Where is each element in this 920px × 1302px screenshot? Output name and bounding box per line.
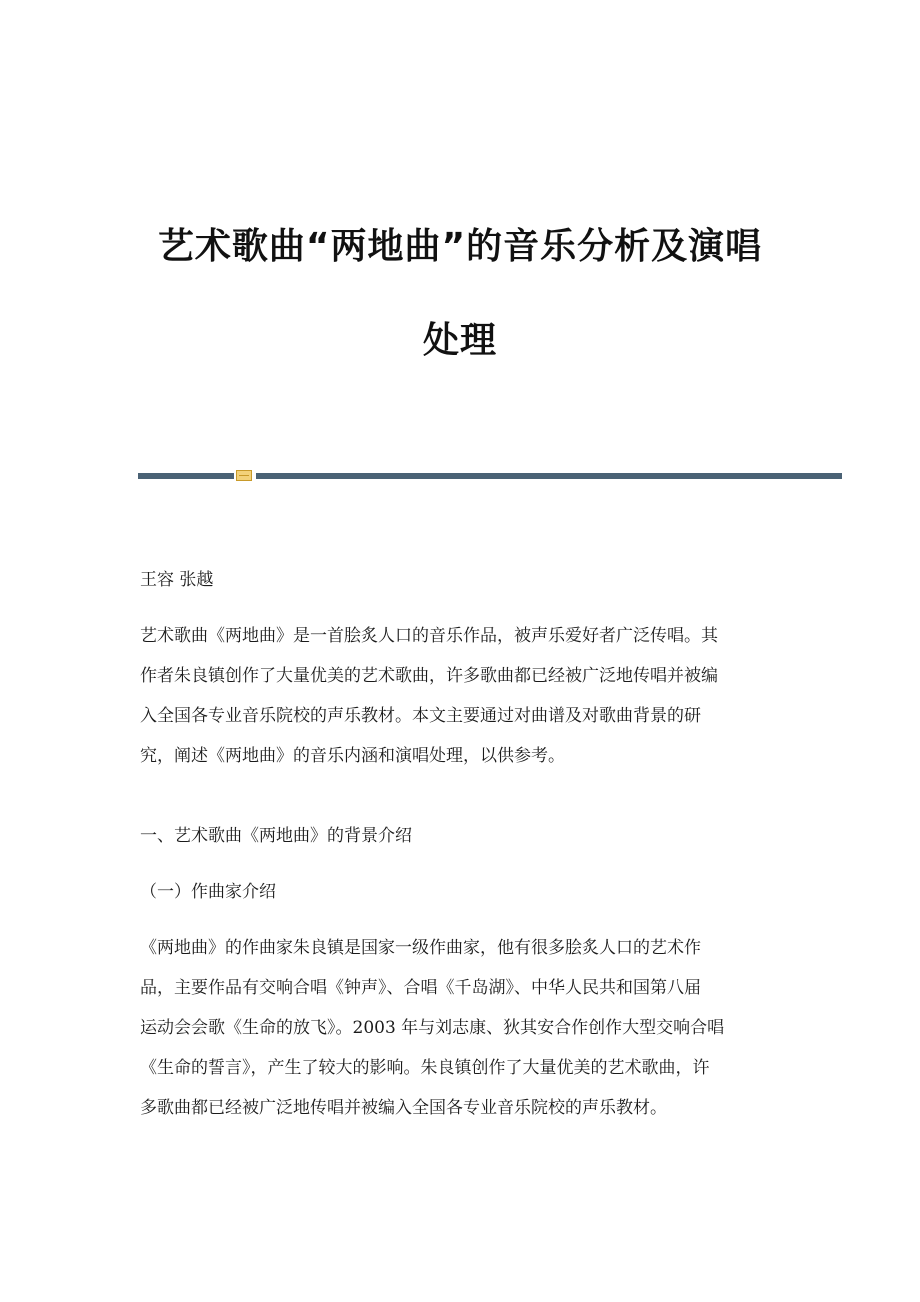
document-title-continued: 处理: [422, 320, 497, 361]
document-title: 艺术歌曲“两地曲”的音乐分析及演唱: [157, 226, 763, 267]
abstract-paragraph: [140, 625, 780, 785]
subsection-heading: [140, 881, 780, 921]
abstract-line: 艺术歌曲《两地曲》是一首脍炙人口的音乐作品，被声乐爱好者广泛传唱。其: [140, 626, 718, 646]
authors: 王容 张越: [140, 570, 214, 590]
section-heading-text: 一、艺术歌曲《两地曲》的背景介绍: [140, 826, 412, 846]
body-line: 《两地曲》的作曲家朱良镇是国家一级作曲家，他有很多脍炙人口的艺术作: [140, 938, 701, 958]
title-divider: [138, 469, 842, 483]
body-line: 《生命的誓言》，产生了较大的影响。朱良镇创作了大量优美的艺术歌曲，许: [140, 1058, 710, 1078]
abstract-line: 入全国各专业音乐院校的声乐教材。本文主要通过对曲谱及对歌曲背景的研: [140, 706, 701, 726]
body-line: 运动会会歌《生命的放飞》。2003 年与刘志康、狄其安合作创作大型交响合唱: [140, 1018, 725, 1038]
body-line: 多歌曲都已经被广泛地传唱并被编入全国各专业音乐院校的声乐教材。: [140, 1098, 667, 1118]
section-heading: [140, 825, 780, 865]
subsection-heading-text: （一）作曲家介绍: [140, 882, 276, 902]
divider-ornament-icon: [236, 470, 252, 481]
abstract-line: 作者朱良镇创作了大量优美的艺术歌曲，许多歌曲都已经被广泛地传唱并被编: [140, 666, 718, 686]
body-line: 品，主要作品有交响合唱《钟声》、合唱《千岛湖》、中华人民共和国第八届: [140, 978, 701, 998]
divider-bar-left: [138, 473, 234, 479]
abstract-line: 究，阐述《两地曲》的音乐内涵和演唱处理，以供参考。: [140, 746, 565, 766]
body-paragraph: [140, 937, 780, 1137]
divider-bar-right: [256, 473, 842, 479]
